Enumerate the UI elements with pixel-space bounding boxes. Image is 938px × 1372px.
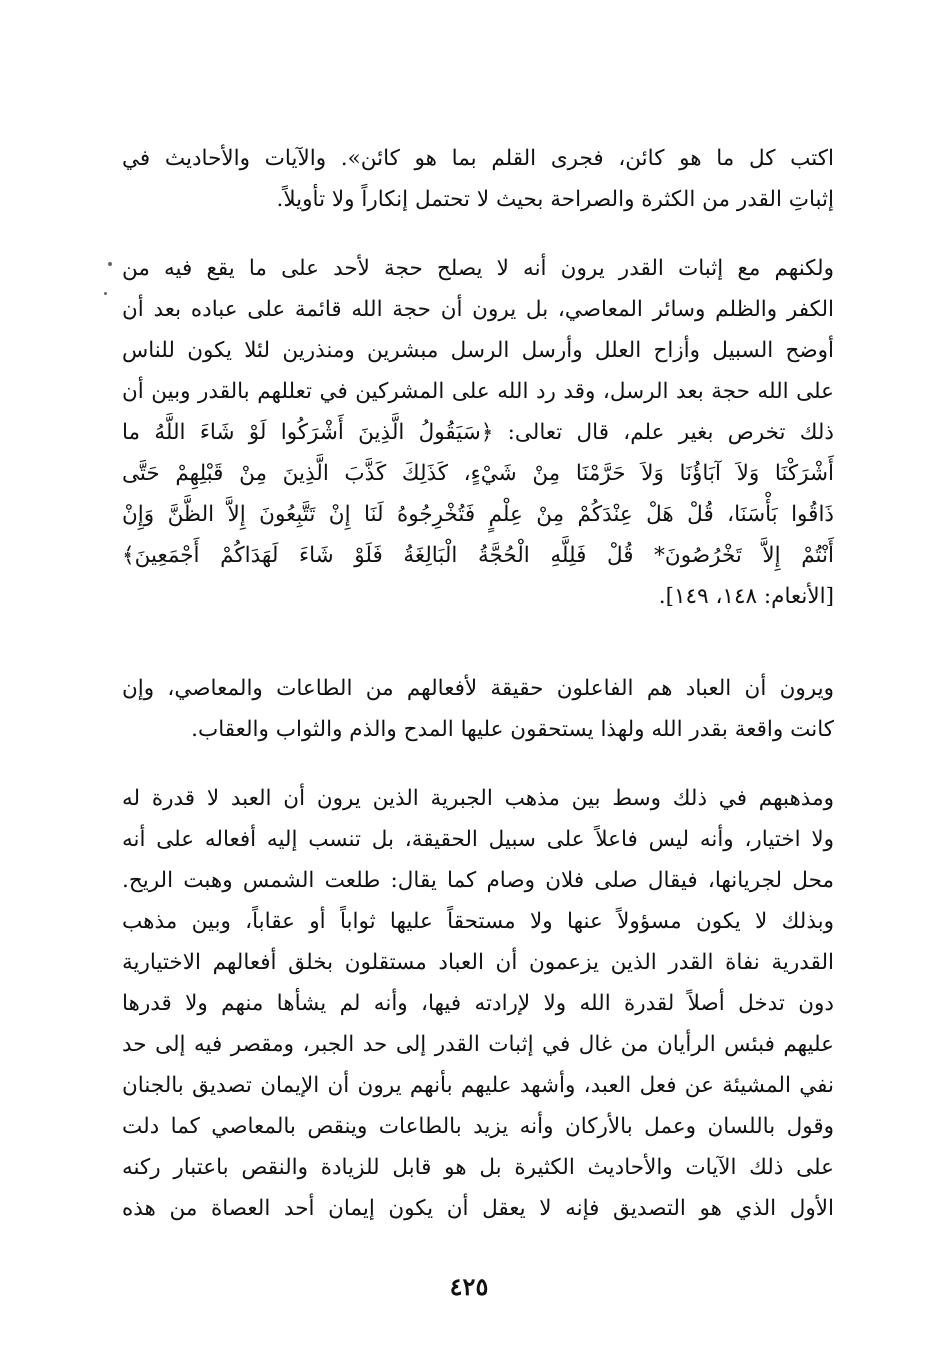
text-line: نفي المشيئة عن فعل العبد، وأشهد عليهم بأنهم يرون أن الإيمان تصديق بالجنان — [122, 1073, 834, 1098]
text-line: القدرية نفاة القدر الذين يزعمون أن العباد مستقلون بخلق أفعالهم الاختيارية — [122, 950, 834, 975]
text-line: محل لجريانها، فيقال صلى فلان وصام كما يقال: طلعت الشمس وهبت الريح. — [122, 868, 834, 893]
text-line: الكفر والظلم وسائر المعاصي، بل يرون أن حجة الله قائمة على عباده بعد أن — [122, 297, 834, 322]
paragraph-1 — [122, 138, 834, 220]
paragraph-4 — [122, 778, 834, 1229]
quran-text-line: أَنْتُمْ إِلاَّ تَخْرُصُونَ* قُلْ فَلِلَّهِ الْحُجَّةُ الْبَالِغَةُ فَلَوْ شَاءَ لَهَدَاكُمْ أَجْمَعِينَ﴾ — [122, 543, 834, 568]
text-line: دون تدخل أصلاً لقدرة الله ولا لإرادته فيها، وأنه لم يشأها منهم ولا قدرها — [122, 991, 834, 1016]
quran-reference: [الأنعام: ١٤٨، ١٤٩]. — [658, 584, 834, 609]
quran-text-line: ذَاقُوا بَأْسَنَا، قُلْ هَلْ عِنْدَكُمْ مِنْ عِلْمٍ فَتُخْرِجُوهُ لَنَا إِنْ تَتَّبِعُونَ إِلاَّ الظَّنَّ وَإِنْ — [122, 502, 834, 527]
text-line: ولا اختيار، وأنه ليس فاعلاً على سبيل الحقيقة، بل تنسب إليه أفعاله على أنه — [122, 827, 834, 852]
text-line: ومذهبهم في ذلك وسط بين مذهب الجبرية الذين يرون أن العبد لا قدرة له — [122, 786, 834, 811]
margin-mark — [108, 262, 112, 266]
text-line: وقول باللسان وعمل بالأركان وأنه يزيد بالطاعات وينقص بالمعاصي كما دلت — [122, 1114, 834, 1139]
text-line: أوضح السبيل وأزاح العلل وأرسل الرسل مبشرين ومنذرين لئلا يكون للناس — [122, 338, 834, 363]
margin-mark — [104, 292, 107, 295]
page-number: ٤٢٥ — [449, 1272, 489, 1301]
text-line: الأول الذي هو التصديق فإنه لا يعقل أن يكون إيمان أحد العصاة من هذه — [122, 1196, 834, 1221]
text-line: اكتب كل ما هو كائن، فجرى القلم بما هو كائن». والآيات والأحاديث في — [122, 146, 834, 171]
text-line: ولكنهم مع إثبات القدر يرون أنه لا يصلح حجة لأحد على ما يقع فيه من — [122, 256, 834, 281]
text-line: على ذلك الآيات والأحاديث الكثيرة بل هو قابل للزيادة والنقص باعتبار ركنه — [122, 1155, 834, 1180]
text-line: كانت واقعة بقدر الله ولهذا يستحقون عليها المدح والذم والثواب والعقاب. — [191, 717, 834, 742]
text-line: إثباتِ القدر من الكثرة والصراحة بحيث لا تحتمل إنكاراً ولا تأويلاً. — [276, 187, 834, 212]
quran-text-line: أَشْرَكْنَا وَلاَ آبَاؤُنَا وَلاَ حَرَّمْنَا مِنْ شَيْءٍ، كَذَلِكَ كَذَّبَ الَّذِينَ مِنْ قَبْلِهِمْ حَتَّى — [122, 461, 834, 486]
text-line: ويرون أن العباد هم الفاعلون حقيقة لأفعالهم من الطاعات والمعاصي، وإن — [122, 676, 834, 701]
text-line: عليهم فبئس الرأيان من غال في إثبات القدر إلى حد الجبر، ومقصر فيه إلى حد — [122, 1032, 834, 1057]
text-line: ذلك تخرص بغير علم، قال تعالى: ﴿سَيَقُولُ الَّذِينَ أَشْرَكُوا لَوْ شَاءَ اللَّهُ ما — [122, 420, 834, 445]
text-line: على الله حجة بعد الرسل، وقد رد الله على المشركين في تعللهم بالقدر وبين أن — [122, 379, 834, 404]
text-line: وبذلك لا يكون مسؤولاً عنها ولا مستحقاً عليها ثواباً أو عقاباً، وبين مذهب — [122, 909, 834, 934]
paragraph-3 — [122, 668, 834, 750]
paragraph-2 — [122, 248, 834, 617]
